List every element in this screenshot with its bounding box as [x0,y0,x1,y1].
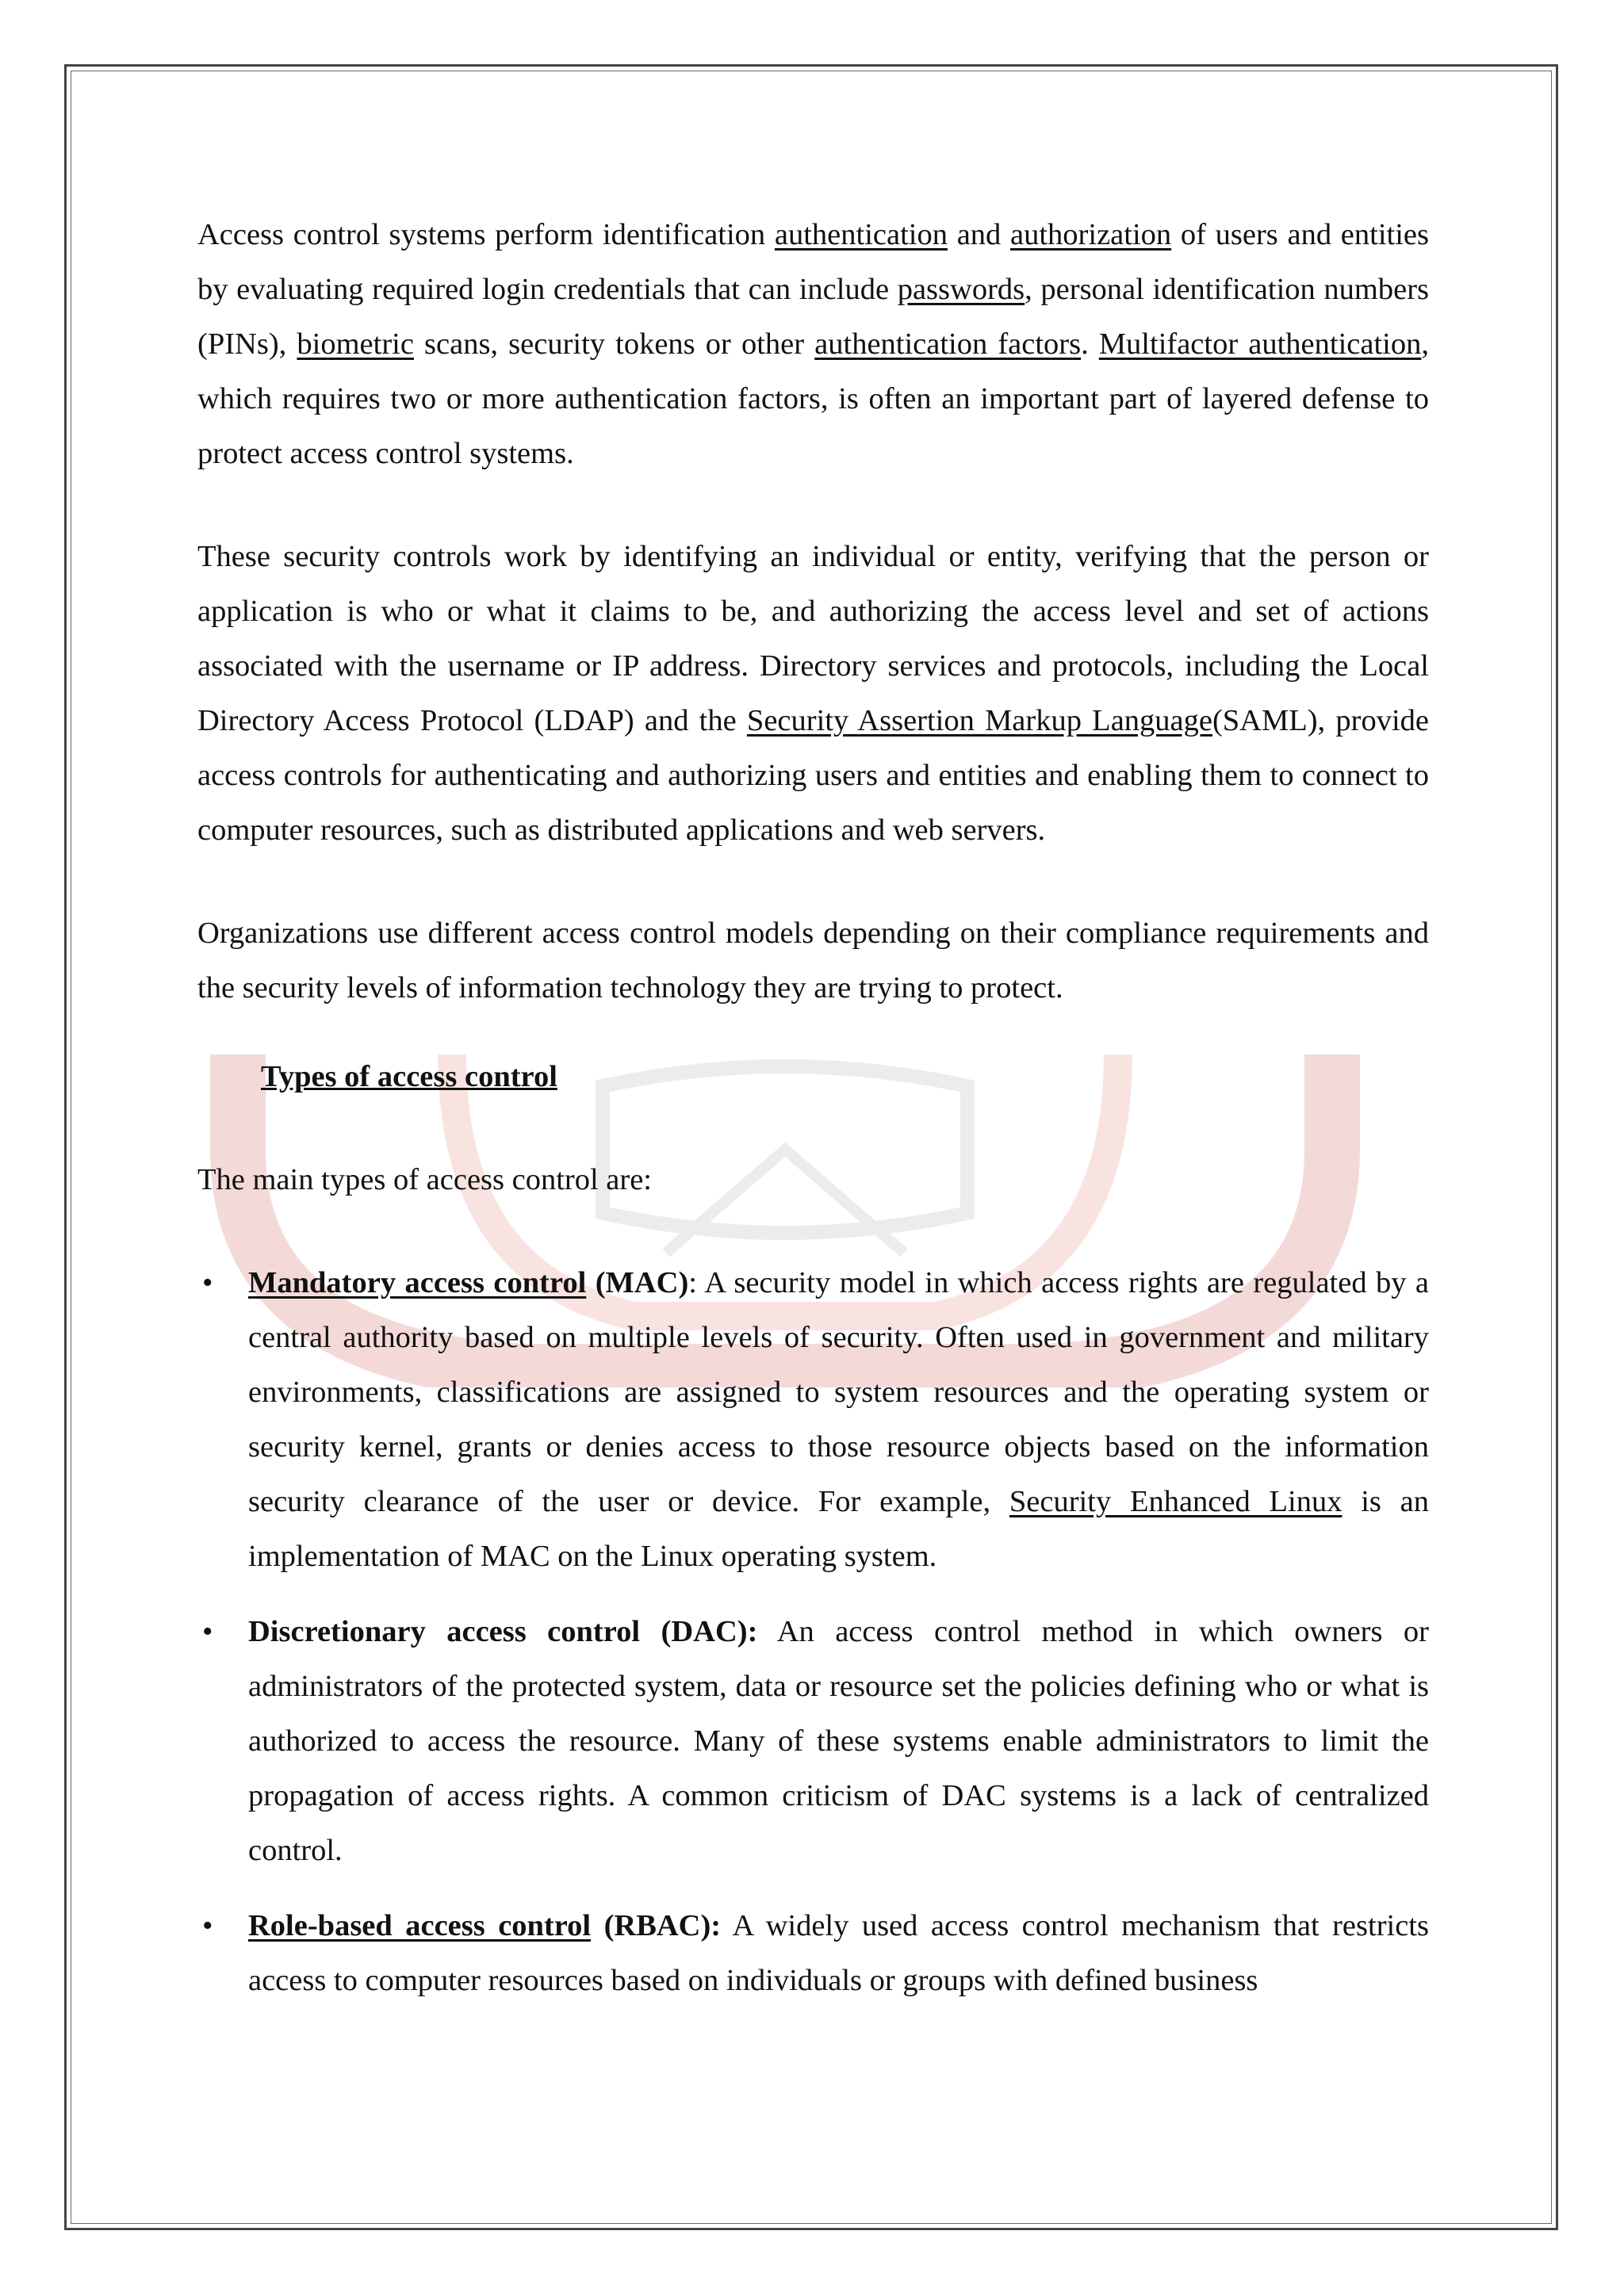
paragraph-organizations: Organizations use different access control models depending on their compliance requirements and the security levels of information technology they are trying to protect. [197,916,1429,1004]
document-body [197,208,1429,2029]
link-passwords[interactable]: passwords [897,273,1025,306]
text: is an implementation of MAC on the Linux operating system. [248,1485,1429,1573]
text: (SAML), provide access controls for authenticating and authorizing users and entities and enabling them to connect to computer resources, such as distributed applications and web servers. [197,704,1429,847]
text: . [1081,327,1099,361]
list-item-dac [197,1605,1429,1878]
list-item-mac [197,1256,1429,1584]
access-control-list [197,1256,1429,2008]
link-saml[interactable]: Security Assertion Markup Language [746,704,1212,737]
text: Access control systems perform identification [197,218,775,251]
section-heading: Types of access control [261,1060,557,1093]
link-multifactor-authentication[interactable]: Multifactor authentication [1098,327,1422,361]
text: A widely used access control mechanism that restricts access to computer resources based on individuals or groups with defined business [248,1909,1429,1997]
abbr-rbac: (RBAC): [591,1909,722,1942]
link-authentication-factors[interactable]: authentication factors [814,327,1082,361]
term-rbac[interactable]: Role-based access control [248,1909,592,1942]
abbr-mac: (MAC) [586,1266,689,1299]
text: These security controls work by identifying an individual or entity, verifying that the person or application is who or what it claims to be, and authorizing the access level and set of actions associated with the username or IP address. Directory services and protocols, including the Local Directory Access Protocol (LDAP) and the [197,540,1429,737]
link-selinux[interactable]: Security Enhanced Linux [1009,1485,1342,1518]
link-biometric[interactable]: biometric [297,327,414,361]
text: scans, security tokens or other [413,327,815,361]
link-authorization[interactable]: authorization [1010,218,1172,251]
term-dac: Discretionary access control (DAC): [248,1615,758,1648]
text: and [947,218,1011,251]
text: , personal identification numbers (PINs), [197,273,1430,361]
bullet: • [202,1266,213,1299]
text: : A security model in which access rights are regulated by a central authority based on multiple levels of security. Often used in government and military environments, classifications are assigned to system resources and the operating system or security kernel, grants or denies access to those resource objects based on the information security clearance of the user or device. For example, [248,1266,1429,1518]
bullet: • [202,1909,213,1942]
intro-text: The main types of access control are: [197,1163,652,1196]
link-authentication[interactable]: authentication [774,218,948,251]
list-item-rbac [197,1899,1429,2008]
text: , which requires two or more authentication factors, is often an important part of layered defense to protect access control systems. [197,327,1429,470]
paragraph-security-controls [197,530,1429,858]
text: An access control method in which owners or administrators of the protected system, data or resource set the policies defining who or what is authorized to access the resource. Many of these systems enable administrators to limit the propagation of access rights. A common criticism of DAC systems is a lack of centralized control. [248,1615,1429,1867]
bullet: • [202,1615,213,1648]
text: of users and entities by evaluating required login credentials that can include [197,218,1429,306]
term-mac[interactable]: Mandatory access control [248,1266,587,1299]
paragraph-authentication [197,208,1429,481]
